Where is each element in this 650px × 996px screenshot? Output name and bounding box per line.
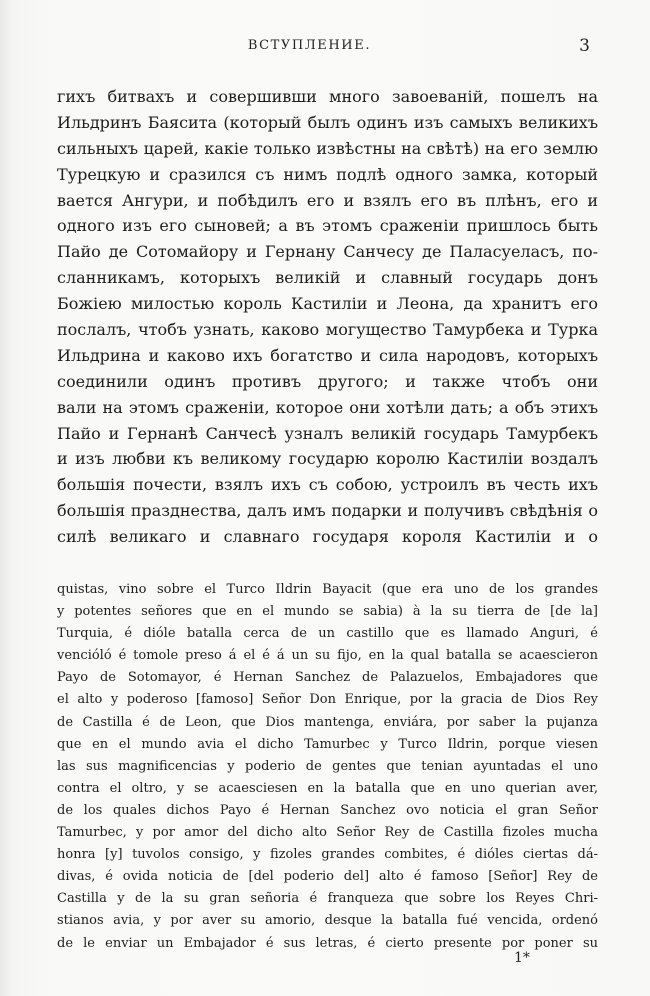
text-line: Ильдрина и каково ихъ богатство и сила народовъ, которыхъ: [57, 345, 598, 365]
text-line: одного изъ его сыновей; а въ этомъ сраженіи пришлось быть: [57, 216, 598, 236]
text-line: las sus magnificencias y poderio de gentes que tenian ayuntadas el uno: [57, 758, 598, 774]
chapter-title: ВСТУПЛЕНИЕ.: [247, 38, 372, 53]
text-line: силѣ великаго и славнаго государя короля Кастиліи и о: [57, 527, 598, 547]
text-line: divas, é ovida noticia de [del poderio del] alto é famoso [Señor] Rey de: [57, 869, 598, 885]
text-line: большія празднества, далъ имъ подарки и получивъ свѣдѣнія о: [57, 501, 598, 521]
text-line: Пайо и Гернанѣ Санчесѣ узналъ великій государь Тамурбекъ: [57, 423, 598, 443]
text-line: Tamurbec, y por amor del dicho alto Señor Rey de Castilla fizoles mucha: [57, 825, 598, 841]
signature-mark: 1*: [514, 950, 530, 966]
text-line: гихъ битвахъ и совершивши много завоеваній, пошелъ на: [57, 87, 598, 106]
text-line: вали на этомъ сраженіи, которое они хотѣли дать; а объ этихъ: [57, 397, 598, 417]
page-header: [57, 38, 598, 60]
text-line: stianos avia, y por aver su amorio, desque la batalla fué vencida, ordenó: [57, 913, 598, 929]
page-number: 3: [579, 36, 590, 56]
text-line: Payo de Sotomayor, é Hernan Sanchez de Palazuelos, Embajadores que: [57, 670, 598, 686]
text-line: vencióló é tomole preso á el é á un su fijo, en la qual batalla se acaescieron: [57, 648, 598, 664]
text-line: соединили одинъ противъ другого; и также чтобъ они: [57, 371, 598, 391]
text-line: de Castilla é de Leon, que Dios mantenga, enviára, por saber la pujanza: [57, 714, 598, 730]
text-line: que en el mundo avia el dicho Tamurbec y Turco Ildrin, porque viesen: [57, 736, 598, 752]
text-line: contra el oltro, y se acaesciesen en la batalla que en uno querian aver,: [57, 780, 598, 796]
text-line: Castilla y de la su gran señoria é franqueza que sobre los Reyes Chri-: [57, 891, 598, 907]
text-line: y potentes señores que en el mundo se sabia) à la su tierra de [de la]: [57, 604, 598, 620]
text-line: Пайо де Сотомайору и Гернану Санчесу де Паласуеласъ, по-: [57, 242, 598, 262]
text-line: и изъ любви къ великому государю королю Кастиліи воздалъ: [57, 449, 598, 469]
text-line: Turquia, é dióle batalla cerca de un castillo que es llamado Anguri, é: [57, 626, 598, 642]
text-line: de los quales dichos Payo é Hernan Sanchez ovo noticia el gran Señor: [57, 802, 598, 818]
text-line: el alto y poderoso [famoso] Señor Don Enrique, por la gracia de Dios Rey: [57, 692, 598, 708]
text-line: послалъ, чтобъ узнать, каково могущество Тамурбека и Турка: [57, 320, 598, 340]
text-line: Божіею милостью король Кастиліи и Леона, да хранитъ его: [57, 294, 598, 314]
text-line: вается Ангури, и побѣдилъ его и взялъ его въ плѣнъ, его и: [57, 190, 598, 210]
text-line: Ильдринъ Баясита (который былъ одинъ изъ самыхъ великихъ: [57, 112, 598, 132]
text-line: honra [y] tuvolos consigo, y fizoles grandes combites, é dióles ciertas dá-: [57, 847, 598, 863]
text-line: Турецкую и сразился съ нимъ подлѣ одного замка, который: [57, 164, 598, 184]
text-line: сланникамъ, которыхъ великій и славный государь донъ: [57, 268, 598, 288]
text-line: большія почести, взялъ ихъ съ собою, устроилъ въ честь ихъ: [57, 475, 598, 495]
text-line: de le enviar un Embajador é sus letras, é cierto presente por poner su: [57, 935, 598, 951]
spanish-footnote-block: [57, 579, 598, 955]
text-line: сильныхъ царей, какіе только извѣстны на свѣтѣ) на его землю: [57, 138, 598, 158]
text-line: quistas, vino sobre el Turco Ildrin Bayacit (que era uno de los grandes: [57, 582, 598, 597]
russian-text-block: [57, 84, 598, 550]
